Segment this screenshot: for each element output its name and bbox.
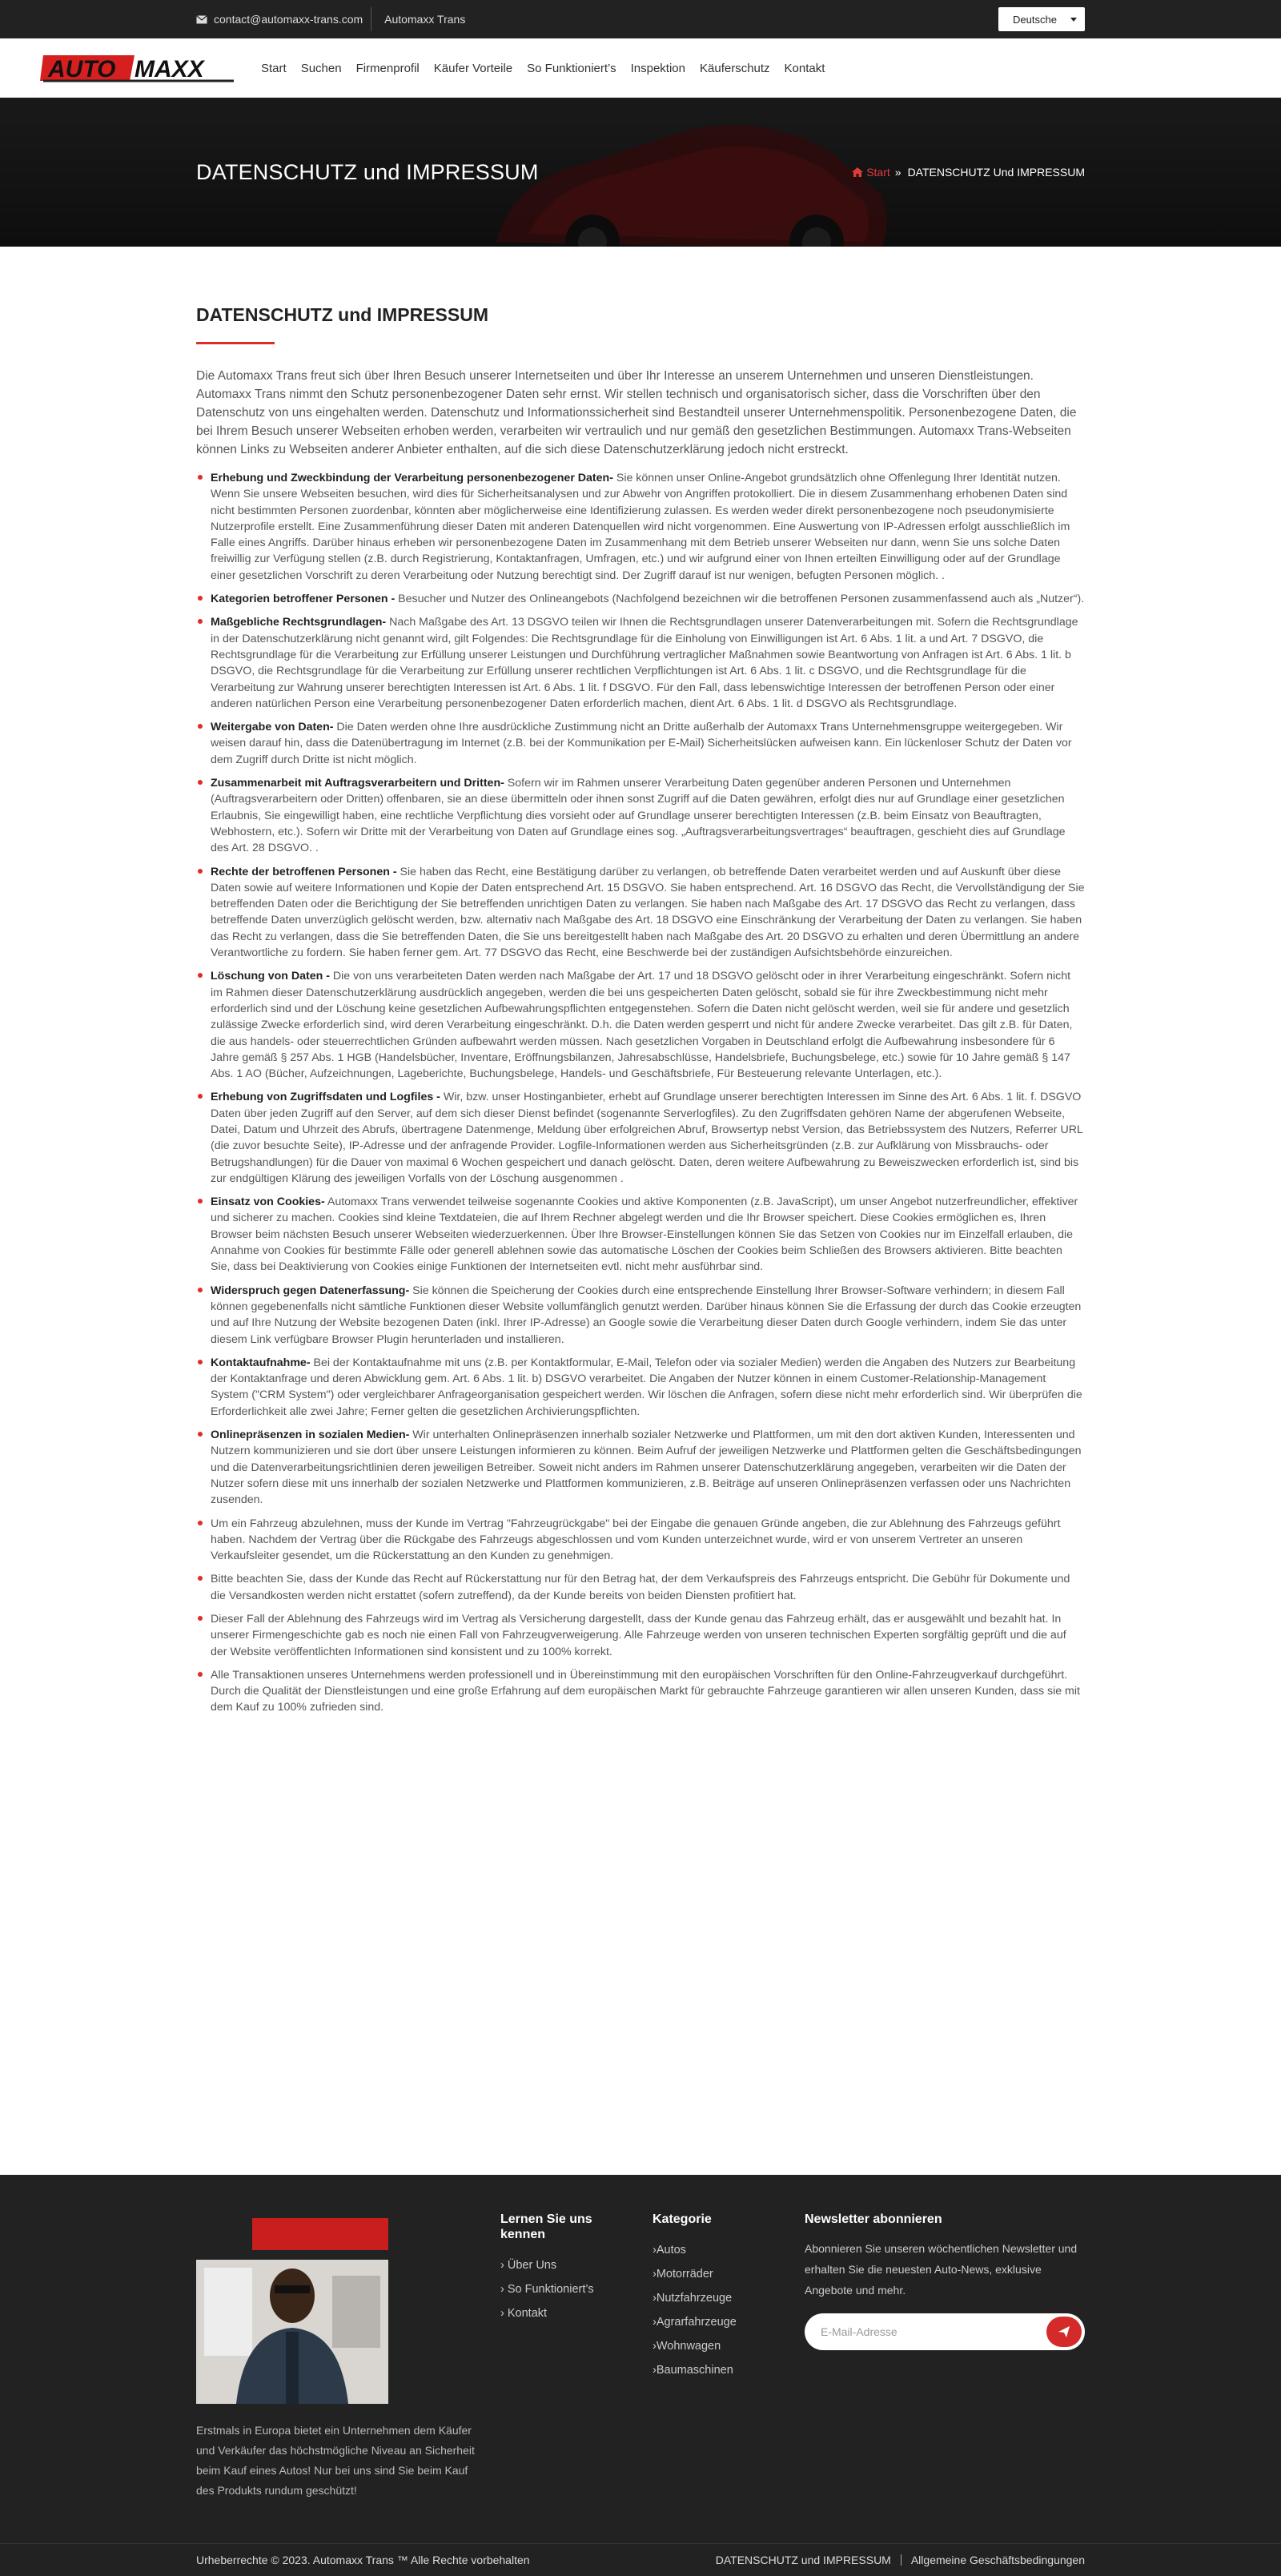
main-navbar [0,38,1281,98]
heading-underline [196,342,275,344]
language-select[interactable] [998,7,1085,31]
person-with-logo-image [196,2212,388,2404]
footer-about-text: Erstmals in Europa bietet ein Unternehmen dem Käufer und Verkäufer das höchstmögliche Niveau an Sicherheit beim Kauf eines Autos! Nur bei uns sind Sie beim Kauf des Produkts rundum geschützt! [196,2424,475,2497]
list-item: Alle Transaktionen unseres Unternehmens werden professionell und in Übereinstimmung mit den europäischen Vorschriften für den Online-Fahrzeugverkauf durchgeführt. Durch die Qualität der Dienstleistungen und eine große Erfahrung auf dem europäischen Markt für gebrauchte Fahrzeuge garantieren wir allen unseren Kunden, dass sie mit dem Kauf zu 100% zufrieden sind. [196,1667,1085,1716]
footer-link-agrarfahrzeuge[interactable]: ›Agrarfahrzeuge [653,2316,737,2329]
footer-link-autos[interactable]: ›Autos [653,2244,686,2257]
nav-suchen[interactable]: Suchen [300,61,342,75]
logo-text-auto: AUTO [48,56,116,82]
footer-col-title: Kategorie [653,2212,712,2226]
footer-link-nutzfahrzeuge[interactable]: ›Nutzfahrzeuge [653,2292,733,2305]
list-item: Erhebung und Zweckbindung der Verarbeitung personenbezogener Daten- Sie können unser Online-Angebot grundsätzlich ohne Offenlegung Ihrer Identität nutzen. Wenn Sie unsere Webseiten besuchen, wird dies für Sicherheitsanalysen und zur Abwehr von Angriffen protokolliert. Die in diesem Zusammenhang erhobenen Daten sind nicht bestimmten Personen zuordenbar, könnten aber möglicherweise eine Identifizierung zulassen. Es werden weder direkt personenbezogene noch pseudonymisierte Nutzerprofile erstellt. Eine Zusammenführung dieser Daten mit anderen Datenquellen wird nicht vorgenommen. Eine Auswertung von IP-Adressen erfolgt ausschließlich im Falle eines Angriffs. Darüber hinaus erheben wir personenbezogene Daten im Zusammenhang mit dem Betrieb unserer Webseiten nur dann, wenn Sie uns solche Daten freiwillig zur Verfügung stellen (z.B. durch Registrierung, Kontaktanfragen, Umfragen, etc.) und wir aufgrund einer von Ihnen erteilten Einwilligung oder auf der Grundlage einer gesetzlichen Vorschrift zu deren Verarbeitung oder Nutzung berechtigt sind. Der Zugriff darauf ist nur wenigen, befugten Personen möglich. . [196,470,1085,584]
footer-link-baumaschinen[interactable]: ›Baumaschinen [653,2364,733,2377]
list-item: Erhebung von Zugriffsdaten und Logfiles - Wir, bzw. unser Hostinganbieter, erhebt auf Grundlage unserer berechtigten Interessen im Sinne des Art. 6 Abs. 1 lit. f. DSGVO Daten über jeden Zugriff auf den Server, auf dem sich dieser Dienst befindet (sogenannte Serverlogfiles). Zu den Zugriffsdaten gehören Name der abgerufenen Webseite, Datei, Datum und Uhrzeit des Abrufs, übertragene Datenmenge, Meldung über erfolgreichen Abruf, Browsertyp nebst Version, das Betriebssystem des Nutzers, Referrer URL (die zuvor besuchte Seite), IP-Adresse und der anfragende Provider. Logfile-Informationen werden aus Sicherheitsgründen (z.B. zur Aufklärung von Missbrauchs- oder Betrugshandlungen) für die Dauer von maximal 6 Wochen gespeichert und danach gelöscht. Daten, deren weitere Aufbewahrung zu Beweiszwecken erforderlich ist, sind bis zur endgültigen Klärung des jeweiligen Vorfalls von der Löschung ausgenommen . [196,1089,1085,1187]
breadcrumb-home[interactable] [852,166,890,179]
list-item: Bitte beachten Sie, dass der Kunde das Recht auf Rückerstattung nur für den Betrag hat, der dem Verkaufspreis des Fahrzeugs entspricht. Die Gebühr für Dokumente und die Versandkosten werden nicht erstattet (sofern zutreffend), da der Kunde bereits von beiden Diensten profitiert hat. [196,1571,1085,1604]
breadcrumb [852,166,1085,179]
list-item: Rechte der betroffenen Personen - Sie haben das Recht, eine Bestätigung darüber zu verlangen, ob betreffende Daten verarbeitet werden und auf Auskunft über diese Daten sowie auf weitere Informationen und Kopie der Daten entsprechend Art. 15 DSGVO. Sie haben entsprechend. Art. 16 DSGVO das Recht, die Vervollständigung der Sie betreffenden Daten oder die Berichtigung der Sie betreffenden unrichtigen Daten zu verlangen. Sie haben nach Maßgabe des Art. 17 DSGVO das Recht zu verlangen, dass betreffende Daten unverzüglich gelöscht werden, bzw. alternativ nach Maßgabe des Art. 18 DSGVO eine Einschränkung der Verarbeitung der Daten zu verlangen. Sie haben das Recht zu verlangen, dass die Sie betreffenden Daten, die Sie uns bereitgestellt haben nach Maßgabe des Art. 20 DSGVO zu erhalten und deren Übermittlung an andere Verantwortliche zu fordern. Sie haben ferner gem. Art. 77 DSGVO das Recht, eine Beschwerde bei der zuständigen Aufsichtsbehörde einzureichen. [196,864,1085,962]
email-text: contact@automaxx-trans.com [214,13,363,26]
breadcrumb-separator: » [894,166,902,179]
nav-kontakt[interactable]: Kontakt [784,61,825,75]
nav-firmenprofil[interactable]: Firmenprofil [355,61,420,75]
footer-link-kontakt[interactable]: › Kontakt [500,2307,548,2320]
nav-kaeuferschutz[interactable]: Käuferschutz [700,61,770,75]
list-item: Maßgebliche Rechtsgrundlagen- Nach Maßgabe des Art. 13 DSGVO teilen wir Ihnen die Rechtsgrundlagen unserer Datenverarbeitungen mit. Sofern die Rechtsgrundlage in der Datenschutzerklärung nicht genannt wird, gilt Folgendes: Die Rechtsgrundlage für die Einholung von Einwilligungen ist Art. 6 Abs. 1 lit. a und Art. 7 DSGVO, die Rechtsgrundlage für die Verarbeitung zur Erfüllung unserer Leistungen und Durchführung vertraglicher Maßnahmen sowie Beantwortung von Anfragen ist Art. 6 Abs. 1 lit. b DSGVO, die Rechtsgrundlage für die Verarbeitung zur Erfüllung unserer rechtlichen Verpflichtungen ist Art. 6 Abs. 1 lit. c DSGVO, und die Rechtsgrundlage für die Verarbeitung zur Wahrung unserer berechtigten Interessen ist Art. 6 Abs. 1 lit. f DSGVO. Für den Fall, dass lebenswichtige Interessen der betroffenen Person oder einer anderen natürlichen Person eine Verarbeitung personenbezogener Daten erforderlich machen, dient Art. 6 Abs. 1 lit. d DSGVO als Rechtsgrundlage. [196,614,1085,712]
nav-start[interactable]: Start [261,61,287,75]
footer-col-about [500,2212,620,2325]
send-icon [1058,2325,1070,2338]
list-item: Einsatz von Cookies- Automaxx Trans verwendet teilweise sogenannte Cookies und aktive Komponenten (z.B. JavaScript), um unser Angebot nutzerfreundlicher, effektiver und sicherer zu machen. Cookies sind kleine Textdateien, die auf Ihrem Rechner abgelegt werden und die Ihr Browser speichert. Diese Cookies ermöglichen es, Ihren Browser beim nächsten Besuch unserer Webseiten wiederzuerkennen. Über Ihre Browser-Einstellungen können Sie das Setzen von Cookies nur im Einzelfall erlauben, die Annahme von Cookies für bestimmte Fälle oder generell ablehnen sowie das automatische Löschen der Cookies beim Schließen des Browsers aktivieren. Bitte beachten Sie, dass bei Deaktivierung von Cookies einige Funktionen der Internetseiten evtl. nicht mehr ausführbar sind. [196,1194,1085,1275]
envelope-icon [196,15,207,24]
nav-so-funktionierts[interactable]: So Funktioniert’s [527,61,616,75]
footer-link-wohnwagen[interactable]: ›Wohnwagen [653,2340,721,2353]
page-title: DATENSCHUTZ und IMPRESSUM [196,159,539,184]
list-item: Dieser Fall der Ablehnung des Fahrzeugs wird im Vertrag als Versicherung dargestellt, dass der Kunde genau das Fahrzeug erhält, das er ausgewählt und bezahlt hat. In unserer Firmengeschichte gab es noch nie einen Fall von Fahrzeugverweigerung. Alle Fahrzeuge werden von unseren technischen Experten sorgfältig geprüft und die auf der Website veröffentlichten Informationen sind konsistent und zu 100% korrekt. [196,1611,1085,1660]
list-item: Widerspruch gegen Datenerfassung- Sie können die Speicherung der Cookies durch eine entsprechende Einstellung Ihrer Browser-Software verhindern; in diesem Fall können gegebenenfalls nicht sämtliche Funktionen dieser Website vollumfänglich genutzt werden. Darüber hinaus können Sie die Erfassung der durch das Cookie erzeugten und auf Ihre Nutzung der Website bezogenen Daten (inkl. Ihrer IP-Adresse) an Google sowie die Verarbeitung dieser Daten durch Google verhindern, indem Sie das unter diesem Link verfügbare Browser Plugin herunterladen und installieren. [196,1283,1085,1348]
footer-link-datenschutz[interactable]: DATENSCHUTZ und IMPRESSUM [715,2554,891,2566]
footer-link-agb[interactable]: Allgemeine Geschäftsbedingungen [910,2554,1085,2566]
newsletter-submit-button[interactable] [1046,2317,1082,2347]
list-item: Weitergabe von Daten- Die Daten werden ohne Ihre ausdrückliche Zustimmung nicht an Dritte außerhalb der Automaxx Trans Unternehmensgruppe weitergegeben. Wir weisen darauf hin, dass die Datenübertragung im Internet (z.B. bei der Kommunikation per E-Mail) Sicherheitslücken aufweisen kann. Ein lückenloser Schutz der Daten vor dem Zugriff durch Dritte ist nicht möglich. [196,719,1085,768]
footer-col-newsletter [805,2212,1085,2350]
footer-link-so-funktionierts[interactable]: › So Funktioniert’s [500,2283,594,2296]
footer-col-categories [653,2212,773,2382]
main-menu [261,62,839,75]
breadcrumb-current: DATENSCHUTZ Und IMPRESSUM [907,166,1085,179]
footer-bottom-bar [0,2543,1281,2576]
logo-text-maxx: MAXX [135,56,204,82]
list-item: Um ein Fahrzeug abzulehnen, muss der Kunde im Vertrag "Fahrzeugrückgabe" bei der Eingabe die genauen Gründe angeben, die zur Ablehnung des Fahrzeugs geführt haben. Nachdem der Vertrag über die Rückgabe des Fahrzeugs abgeschlossen und vom Kunden unterzeichnet wurde, wird er von unserem Vertreter an unseren Verkaufsleiter gesendet, um die Rückerstattung an den Kunden zu genehmigen. [196,1516,1085,1565]
list-item: Löschung von Daten - Die von uns verarbeiteten Daten werden nach Maßgabe der Art. 17 und 18 DSGVO gelöscht oder in ihrer Verarbeitung eingeschränkt. Sofern nicht im Rahmen dieser Datenschutzerklärung ausdrücklich angegeben, werden die bei uns gespeicherten Daten gelöscht, sobald sie für ihre Zweckbestimmung nicht mehr erforderlich sind und der Löschung keine gesetzlichen Aufbewahrungspflichten entgegenstehen. Sofern die Daten nicht gelöscht werden, weil sie für andere und gesetzlich zulässige Zwecke erforderlich sind, wird deren Verarbeitung eingeschränkt. D.h. die Daten werden gesperrt und nicht für andere Zwecke verarbeitet. Das gilt z.B. für Daten, die aus handels- oder steuerrechtlichen Gründen aufbewahrt werden müssen. Nach gesetzlichen Vorgaben in Deutschland erfolgt die Aufbewahrung insbesondere für 6 Jahre gemäß § 257 Abs. 1 HGB (Handelsbücher, Inventare, Eröffnungsbilanzen, Jahresabschlüsse, Handelsbriefe, Buchungsbelege, etc.) sowie für 10 Jahre gemäß § 147 Abs. 1 AO (Bücher, Aufzeichnungen, Lageberichte, Buchungsbelege, Handels- und Geschäftsbriefe, Für Besteuerung relevante Unterlagen, etc.). [196,968,1085,1082]
policy-list [196,470,1085,1716]
brand-name: Automaxx Trans [384,13,466,26]
copyright-text: Urheberrechte © 2023. Automaxx Trans ™ Alle Rechte vorbehalten [196,2554,530,2566]
list-item: Kategorien betroffener Personen - Besucher und Nutzer des Onlineangebots (Nachfolgend bezeichnen wir die betroffenen Personen zusammenfassend auch als „Nutzer“). [196,591,1085,607]
language-value: Deutsche [1013,13,1057,26]
newsletter-email-input[interactable]: E-Mail-Adresse [821,2325,898,2338]
list-item: Onlinepräsenzen in sozialen Medien- Wir unterhalten Onlinepräsenzen innerhalb sozialer Netzwerke und Plattformen, um mit den dort aktiven Kunden, Interessenten und Nutzern kommunizieren und sie dort über unsere Leistungen informieren zu können. Beim Aufruf der jeweiligen Netzwerke und Plattformen gelten die Geschäftsbedingungen und die Datenverarbeitungsrichtlinien deren jeweiligen Betreiber. Soweit nicht anders im Rahmen unserer Datenschutzerklärung angegeben, verarbeiten wir die Daten der Nutzer sofern diese mit uns innerhalb der sozialen Netzwerke und Plattformen kommunizieren, z.B. Beiträge auf unseren Onlinepräsenzen verfassen oder uns Nachrichten zusenden. [196,1427,1085,1508]
page-banner [0,98,1281,247]
newsletter-text: Abonnieren Sie unseren wöchentlichen Newsletter und erhalten Sie die neuesten Auto-News, exklusive Angebote und mehr. [805,2242,1078,2297]
automaxx-logo[interactable] [40,52,237,84]
top-bar [0,0,1281,38]
footer-photo [196,2212,388,2404]
email-link[interactable] [196,7,371,31]
footer-col-title: Newsletter abonnieren [805,2212,942,2226]
nav-kaeufer-vorteile[interactable]: Käufer Vorteile [433,61,513,75]
main-content [0,247,1281,1716]
breadcrumb-home-label: Start [866,166,890,179]
site-footer [0,2175,1281,2576]
list-item: Kontaktaufnahme- Bei der Kontaktaufnahme mit uns (z.B. per Kontaktformular, E-Mail, Telefon oder via sozialer Medien) werden die Angaben des Nutzers zur Bearbeitung der Kontaktanfrage und deren Abwicklung gem. Art. 6 Abs. 1 lit. b) DSGVO verarbeitet. Die Angaben der Nutzer können in einem Customer-Relationship-Management System ("CRM System") oder vergleichbarer Anfrageorganisation gespeichert werden. Wir löschen die Anfragen, sofern diese nicht mehr erforderlich sind. Wir überprüfen die Erforderlichkeit alle zwei Jahre; Ferner gelten die gesetzlichen Archivierungspflichten. [196,1355,1085,1420]
divider [901,2554,902,2566]
footer-col-title: Lernen Sie uns kennen [500,2212,592,2241]
newsletter-form [805,2313,1085,2350]
list-item: Zusammenarbeit mit Auftragsverarbeitern und Dritten- Sofern wir im Rahmen unserer Verarbeitung Daten gegenüber anderen Personen und Unternehmen (Auftragsverarbeitern oder Dritten) offenbaren, sie an diese übermitteln oder ihnen sonst Zugriff auf die Daten gewähren, erfolgt dies nur auf Grundlage einer gesetzlichen Erlaubnis, Sie eingewilligt haben, eine rechtliche Verpflichtung dies vorsieht oder auf Grundlage unserer berechtigten Interessen (z.B. beim Einsatz von Beauftragten, Webhostern, etc.). Sofern wir Dritte mit der Verarbeitung von Daten auf Grundlage eines sog. „Auftragsverarbeitungsvertrages“ beauftragen, geschieht dies auf Grundlage des Art. 28 DSGVO. . [196,775,1085,856]
intro-paragraph: Die Automaxx Trans freut sich über Ihren Besuch unserer Internetseiten und über Ihr Interesse an unserem Unternehmen und unseren Dienstleistungen. Automaxx Trans nimmt den Schutz personenbezogener Daten sehr ernst. Wir stellen technisch und organisatorisch sicher, dass die Vorschriften über den Datenschutz von uns eingehalten werden. Datenschutz und Informationssicherheit sind Bestandteil unserer Unternehmenspolitik. Personenbezogene Daten, die bei Ihrem Besuch unserer Webseiten erhoben werden, verarbeiten wir vertraulich und nur gemäß den gesetzlichen Bestimmungen. Automaxx Trans-Webseiten können Links zu Webseiten anderer Anbieter enthalten, auf die sich diese Datenschutzerklärung jedoch nicht erstreckt. [196,369,1077,456]
home-icon [852,167,863,177]
caret-down-icon [1070,18,1077,22]
footer-link-motorraeder[interactable]: ›Motorräder [653,2268,713,2281]
nav-inspektion[interactable]: Inspektion [630,61,685,75]
footer-link-ueber-uns[interactable]: › Über Uns [500,2259,557,2272]
content-heading: DATENSCHUTZ und IMPRESSUM [196,304,489,325]
